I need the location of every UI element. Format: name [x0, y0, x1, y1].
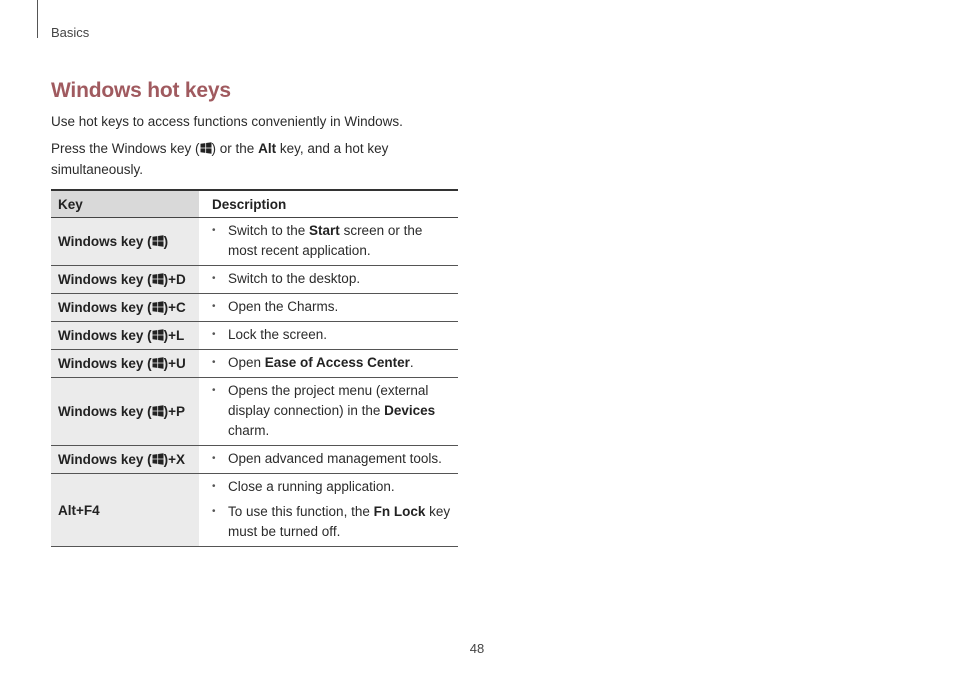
section-label: Basics	[51, 25, 90, 40]
description-cell	[199, 266, 458, 294]
windows-logo-icon	[152, 273, 164, 285]
description-cell	[199, 446, 458, 474]
description-cell	[199, 378, 458, 446]
list-item: • Open Ease of Access Center.	[212, 353, 452, 373]
list-item: • Lock the screen.	[212, 325, 452, 345]
bullet: •	[212, 329, 216, 340]
bullet: •	[212, 357, 216, 368]
table-row	[51, 378, 458, 446]
hotkey-cell: Windows key ( )+X	[51, 446, 199, 474]
windows-logo-icon	[152, 405, 164, 417]
intro-paragraph: Use hot keys to access functions conveniently in Windows.	[51, 114, 403, 129]
table-row	[51, 266, 458, 294]
windows-logo-icon	[152, 301, 164, 313]
bullet: •	[212, 225, 216, 236]
hotkey-cell: Windows key ( )+C	[51, 294, 199, 322]
windows-logo-icon	[152, 357, 164, 369]
column-header-description: Description	[199, 190, 458, 218]
description-cell	[199, 294, 458, 322]
column-header-key: Key	[51, 190, 199, 218]
instruction-paragraph: Press the Windows key ( ) or the Alt key, and a hot key simultaneously.	[51, 141, 389, 177]
list-item: • Opens the project menu (external display connection) in the Devices charm.	[212, 381, 452, 441]
bullet: •	[212, 481, 216, 492]
list-item: • Switch to the Start screen or the most recent application.	[212, 221, 452, 261]
list-item: • Open advanced management tools.	[212, 449, 452, 469]
list-item: • Open the Charms.	[212, 297, 452, 317]
hotkey-cell: Windows key ( )+L	[51, 322, 199, 350]
hotkey-cell: Windows key ( )+P	[51, 378, 199, 446]
bullet: •	[212, 301, 216, 312]
table-row	[51, 350, 458, 378]
hotkey-cell: Windows key ( )+D	[51, 266, 199, 294]
hotkey-cell: Alt+F4	[51, 474, 199, 547]
list-item: • To use this function, the Fn Lock key must be turned off.	[212, 502, 452, 542]
windows-logo-icon	[200, 142, 212, 154]
bullet: •	[212, 385, 216, 396]
table-row	[51, 218, 458, 266]
header-divider-line	[37, 0, 38, 38]
windows-logo-icon	[152, 329, 164, 341]
table-row	[51, 322, 458, 350]
table-row	[51, 446, 458, 474]
description-cell	[199, 474, 458, 547]
windows-logo-icon	[152, 453, 164, 465]
hotkey-cell: Windows key ( )	[51, 218, 199, 266]
page-number: 48	[469, 641, 485, 656]
windows-logo-icon	[152, 235, 164, 247]
bullet: •	[212, 506, 216, 517]
bullet: •	[212, 273, 216, 284]
page-title: Windows hot keys	[51, 79, 231, 102]
table-row	[51, 294, 458, 322]
hotkeys-table	[51, 189, 458, 547]
list-item: • Close a running application.	[212, 477, 452, 497]
list-item: • Switch to the desktop.	[212, 269, 452, 289]
description-cell	[199, 322, 458, 350]
table-row	[51, 474, 458, 547]
hotkey-cell: Windows key ( )+U	[51, 350, 199, 378]
description-cell	[199, 218, 458, 266]
description-cell	[199, 350, 458, 378]
bullet: •	[212, 453, 216, 464]
